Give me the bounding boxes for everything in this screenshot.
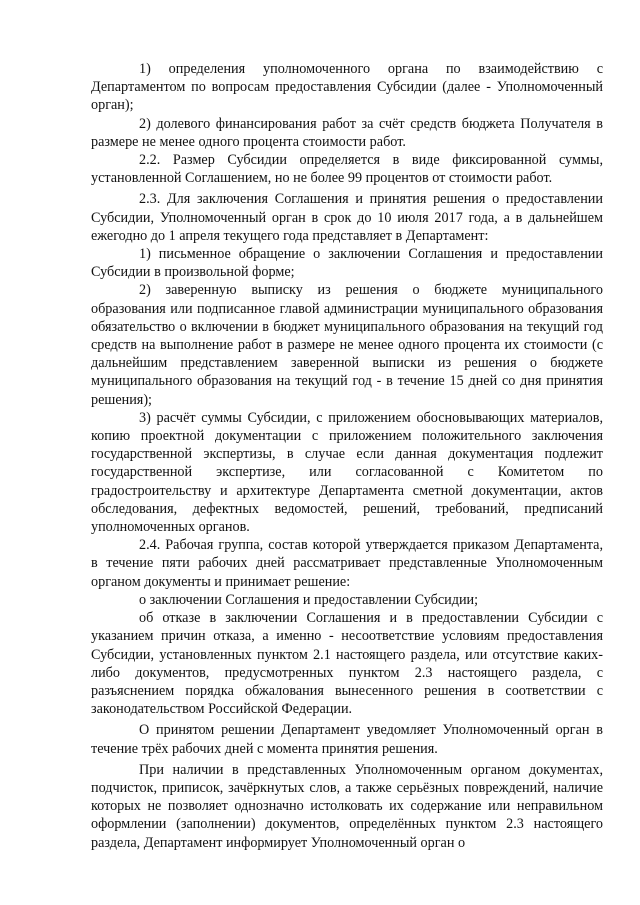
paragraph-10: об отказе в заключении Соглашения и в предоставлении Субсидии с указанием причин отказа, а именно - несоответствие условиям предоставления Субсидии, установленных пунктом 2.1 настоящего раздела, или отсутствие каких-либо документов, предусмотренных пунктом 2.3 настоящего раздела, с разъяснением порядка обжалования вынесенного решения в соответствии с законодательством Российской Федерации. <box>91 610 603 718</box>
paragraph-9: о заключении Соглашения и предоставлении Субсидии; <box>139 591 479 608</box>
paragraph-2: 2) долевого финансирования работ за счёт средств бюджета Получателя в размере не менее одного процента стоимости работ. <box>91 115 603 150</box>
paragraph-6: 2) заверенную выписку из решения о бюджете муниципального образования или подписанное главой администрации муниципального образования обязательство о включении в бюджет муниципального образования на текущий год средств на выполнение работ в размере не менее одного процента их стоимости (с дальнейшим представлением заверенной выписки из решения о бюджете муниципального образования на текущий год - в течение 15 дней со дня принятия решения); <box>91 282 603 408</box>
document-body <box>91 60 603 852</box>
paragraph-3: 2.2. Размер Субсидии определяется в виде фиксированной суммы, установленной Соглашением, но не более 99 процентов от стоимости работ. <box>91 152 603 187</box>
paragraph-5: 1) письменное обращение о заключении Соглашения и предоставлении Субсидии в произвольной форме; <box>91 246 603 281</box>
paragraph-12: При наличии в представленных Уполномоченным органом документах, подчисток, приписок, зачёркнутых слов, а также серьёзных повреждений, наличие которых не позволяет однозначно истолковать их содержание или неправильном оформлении (заполнении) документов, определённых пунктом 2.3 настоящего раздела, Департамент информирует Уполномоченный орган о <box>91 761 603 851</box>
paragraph-8: 2.4. Рабочая группа, состав которой утверждается приказом Департамента, в течение пяти рабочих дней рассматривает представленные Уполномоченным органом документы и принимает решение: <box>91 537 603 590</box>
paragraph-7: 3) расчёт суммы Субсидии, с приложением обосновывающих материалов, копию проектной документации с приложением положительного заключения государственной экспертизы, в случае если данная документация подлежит государственной экспертизе, или согласованной с Комитетом по градостроительству и архитектуре Департамента сметной документации, актов обследования, дефектных ведомостей, решений, требований, предписаний уполномоченных органов. <box>91 409 603 536</box>
paragraph-11: О принятом решении Департамент уведомляет Уполномоченный орган в течение трёх рабочих дней с момента принятия решения. <box>91 722 603 757</box>
paragraph-4: 2.3. Для заключения Соглашения и принятия решения о предоставлении Субсидии, Уполномоченный орган в срок до 10 июля 2017 года, а в дальнейшем ежегодно до 1 апреля текущего года представляет в Департамент: <box>91 191 603 244</box>
paragraph-1: 1) определения уполномоченного органа по взаимодействию с Департаментом по вопросам предоставления Субсидии (далее - Уполномоченный орган); <box>91 61 603 114</box>
